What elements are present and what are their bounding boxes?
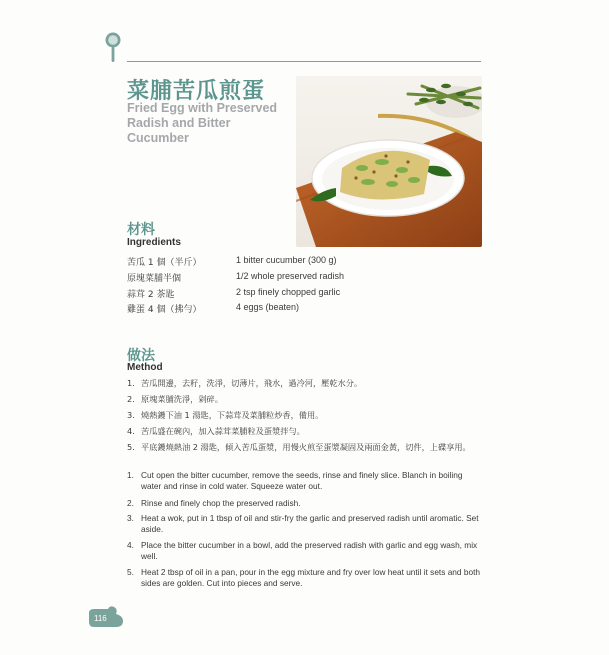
step-text: 平底鑊燒熱油 2 湯匙，傾入苦瓜蛋漿，用慢火煎至蛋漿凝固及兩面金黃，切件，上碟享用。	[141, 442, 471, 452]
step-text: 苦瓜盛在碗內，加入蒜茸菜脯粒及蛋漿拌勻。	[141, 426, 305, 436]
ingredient-english: 2 tsp finely chopped garlic	[236, 287, 341, 297]
ingredient-english: 4 eggs (beaten)	[236, 302, 300, 312]
step-text: Place the bitter cucumber in a bowl, add the preserved radish with garlic and egg wash, mix well.	[141, 540, 478, 561]
step-number: 2.	[127, 498, 134, 508]
step-number: 1.	[127, 378, 135, 388]
dish-photo	[296, 76, 482, 247]
ingredient-row	[127, 271, 487, 287]
ingredients-heading-english: Ingredients	[127, 237, 181, 248]
step-number: 3.	[127, 513, 134, 523]
ingredient-row	[127, 255, 487, 271]
step-text: Heat 2 tbsp of oil in a pan, pour in the egg mixture and fry over low heat until it sets and both sides are golden. Cut into pieces and serve.	[141, 567, 480, 588]
ingredient-row	[127, 302, 487, 318]
ingredient-english: 1 bitter cucumber (300 g)	[236, 255, 337, 265]
method-heading-chinese: 做法	[127, 348, 155, 364]
step-text: Heat a wok, put in 1 tbsp of oil and stir-fry the garlic and preserved radish until aromatic. Set aside.	[141, 513, 479, 534]
step-text: 苦瓜開邊，去籽，洗淨，切薄片，飛水，過冷河，壓乾水分。	[141, 378, 363, 388]
ingredients-heading-chinese: 材料	[127, 222, 155, 238]
header-rule	[127, 61, 481, 62]
frying-pan-icon	[104, 31, 122, 63]
step-text: Cut open the bitter cucumber, remove the seeds, rinse and finely slice. Blanch in boiling water and rinse in cold water. Squeeze water out.	[141, 470, 463, 491]
ingredient-chinese: 蒜茸 2 茶匙	[127, 290, 175, 300]
ingredient-chinese: 雞蛋 4 個（拂勻）	[127, 305, 202, 315]
recipe-title-chinese: 菜脯苦瓜煎蛋	[127, 79, 266, 104]
step-number: 2.	[127, 394, 135, 404]
step-number: 5.	[127, 442, 135, 452]
step-text: 原塊菜脯洗淨，剁碎。	[141, 394, 223, 404]
step-number: 4.	[127, 540, 134, 550]
step-text: 燒熱鑊下油 1 湯匙，下蒜茸及菜脯粒炒香，備用。	[141, 410, 324, 420]
ingredient-chinese: 苦瓜 1 個（半斤）	[127, 258, 202, 268]
step-number: 4.	[127, 426, 135, 436]
ingredient-chinese: 原塊菜脯半個	[127, 274, 182, 284]
recipe-title-english: Fried Egg with Preserved Radish and Bitter Cucumber	[127, 101, 278, 145]
ingredient-english: 1/2 whole preserved radish	[236, 271, 345, 281]
step-number: 3.	[127, 410, 135, 420]
step-number: 5.	[127, 567, 134, 577]
method-heading-english: Method	[127, 362, 163, 373]
ingredient-row	[127, 287, 487, 303]
page-number: 116	[94, 614, 107, 623]
step-number: 1.	[127, 470, 134, 480]
step-text: Rinse and finely chop the preserved radish.	[141, 498, 301, 508]
